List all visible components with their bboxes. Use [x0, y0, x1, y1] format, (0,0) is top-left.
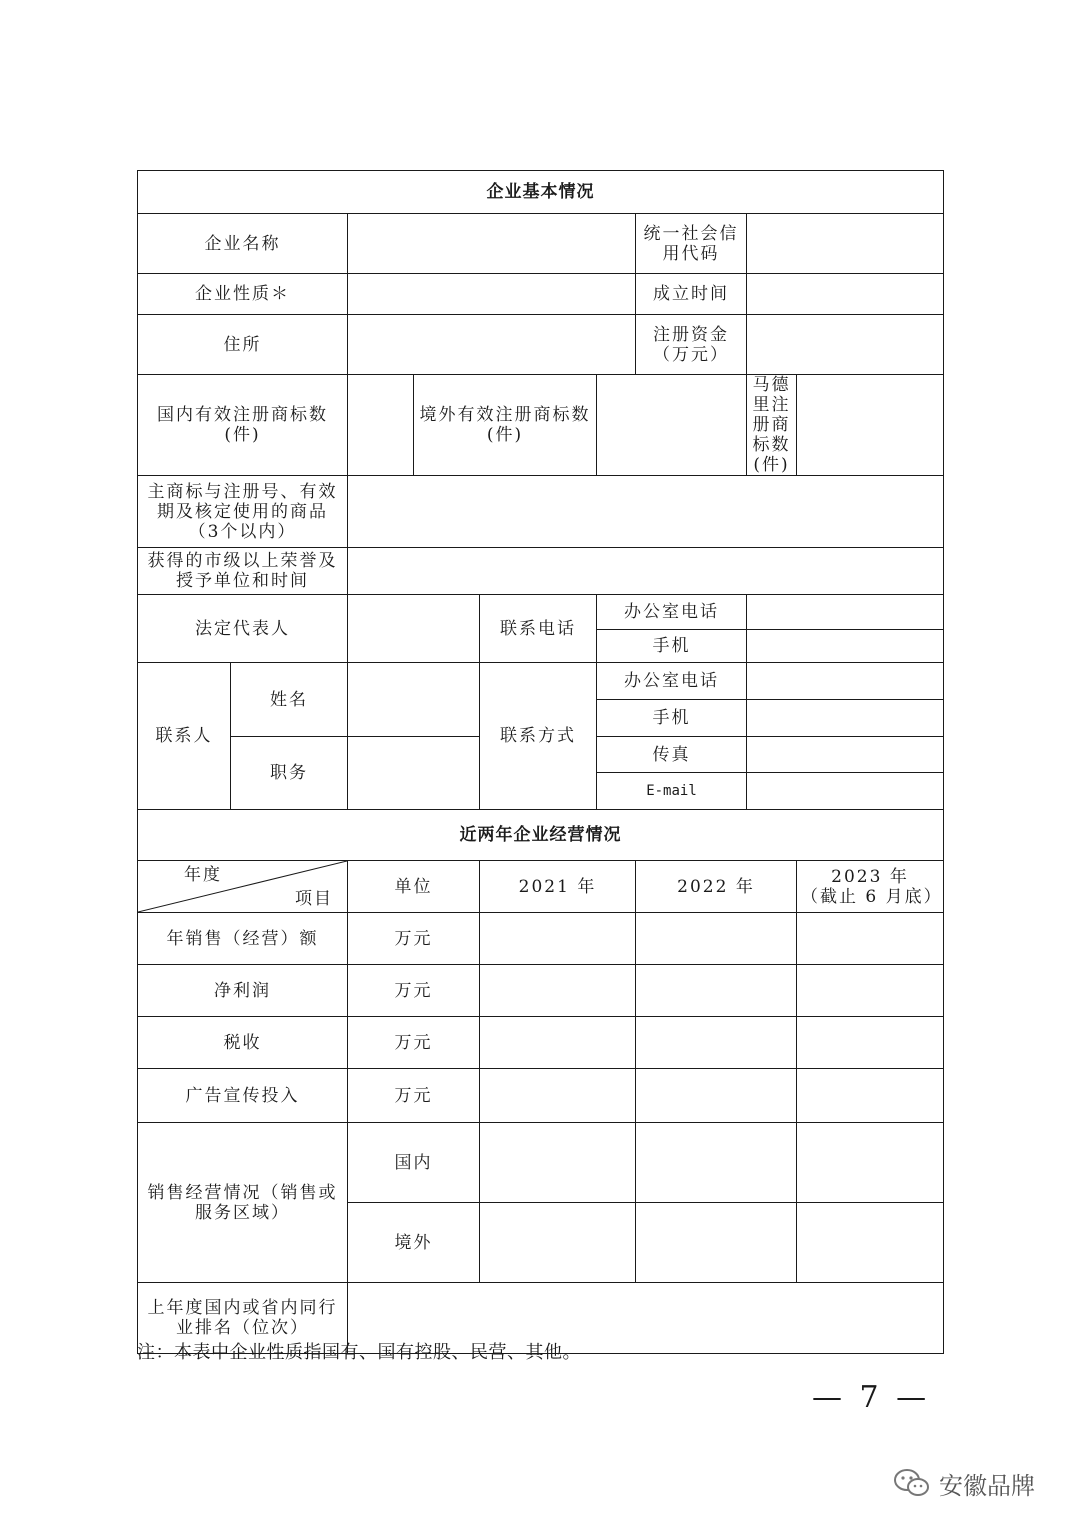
row-sales-region-label: 销售经营情况（销售或服务区域） [138, 1123, 348, 1283]
field-sales-2021[interactable] [480, 913, 636, 965]
label-madrid-tm: 马德里注册商标数(件) [747, 375, 797, 476]
field-contact-mobile[interactable] [747, 700, 944, 737]
enterprise-info-table [137, 170, 944, 1354]
row-domestic-label: 国内 [348, 1123, 480, 1203]
field-profit-2022[interactable] [636, 965, 797, 1017]
wechat-icon [893, 1467, 931, 1499]
label-credit-code: 统一社会信用代码 [636, 214, 747, 274]
section-title-operations: 近两年企业经营情况 [138, 810, 944, 861]
field-contact-fax[interactable] [747, 737, 944, 773]
header-year-label: 年度 [184, 865, 222, 885]
row-ad-unit: 万元 [348, 1069, 480, 1123]
field-legal-rep[interactable] [348, 595, 480, 663]
field-tax-2022[interactable] [636, 1017, 797, 1069]
field-contact-email[interactable] [747, 773, 944, 810]
field-ad-2023[interactable] [797, 1069, 944, 1123]
field-nature[interactable] [348, 274, 636, 315]
field-overseas-2023[interactable] [797, 1203, 944, 1283]
field-contact-office-phone[interactable] [747, 663, 944, 700]
watermark-text: 安徽品牌 [939, 1471, 1035, 1500]
header-2023 [797, 861, 944, 913]
label-foreign-tm: 境外有效注册商标数(件) [414, 375, 597, 476]
field-sales-2023[interactable] [797, 913, 944, 965]
field-ad-2022[interactable] [636, 1069, 797, 1123]
label-email: E-mail [597, 773, 747, 810]
header-item-label: 项目 [295, 889, 333, 909]
label-legal-rep: 法定代表人 [138, 595, 348, 663]
label-fax: 传真 [597, 737, 747, 773]
label-position: 职务 [231, 737, 348, 810]
header-2023-year: 2023 年 [831, 866, 909, 887]
row-ranking-label: 上年度国内或省内同行业排名（位次） [138, 1283, 348, 1354]
field-overseas-2021[interactable] [480, 1203, 636, 1283]
field-honors[interactable] [348, 548, 944, 595]
section-title-basic: 企业基本情况 [138, 171, 944, 214]
label-office-phone: 办公室电话 [597, 595, 747, 630]
header-2021: 2021 年 [480, 861, 636, 913]
label-main-trademark: 主商标与注册号、有效期及核定使用的商品（3个以内） [138, 476, 348, 548]
label-nature: 企业性质＊ [138, 274, 348, 315]
row-profit-label: 净利润 [138, 965, 348, 1017]
field-ad-2021[interactable] [480, 1069, 636, 1123]
field-contact-name[interactable] [348, 663, 480, 737]
label-contact-office-phone: 办公室电话 [597, 663, 747, 700]
label-company-name: 企业名称 [138, 214, 348, 274]
row-overseas-label: 境外 [348, 1203, 480, 1283]
field-tax-2021[interactable] [480, 1017, 636, 1069]
field-profit-2023[interactable] [797, 965, 944, 1017]
row-sales-label: 年销售（经营）额 [138, 913, 348, 965]
header-2023-note: （截止 6 月底） [801, 886, 943, 907]
row-tax-label: 税收 [138, 1017, 348, 1069]
label-honors: 获得的市级以上荣誉及授予单位和时间 [138, 548, 348, 595]
field-madrid-tm[interactable] [797, 375, 944, 476]
label-contact-mobile: 手机 [597, 700, 747, 737]
field-founded[interactable] [747, 274, 944, 315]
field-domestic-tm[interactable] [348, 375, 414, 476]
field-overseas-2022[interactable] [636, 1203, 797, 1283]
field-company-name[interactable] [348, 214, 636, 274]
field-tax-2023[interactable] [797, 1017, 944, 1069]
label-founded: 成立时间 [636, 274, 747, 315]
label-address: 住所 [138, 315, 348, 375]
header-2022: 2022 年 [636, 861, 797, 913]
field-sales-2022[interactable] [636, 913, 797, 965]
field-profit-2021[interactable] [480, 965, 636, 1017]
field-domestic-2023[interactable] [797, 1123, 944, 1203]
row-tax-unit: 万元 [348, 1017, 480, 1069]
label-capital: 注册资金（万元） [636, 315, 747, 375]
footnote: 注：本表中企业性质指国有、国有控股、民营、其他。 [137, 1342, 581, 1363]
label-mobile: 手机 [597, 630, 747, 663]
label-contact-phone: 联系电话 [480, 595, 597, 663]
label-contact-method: 联系方式 [480, 663, 597, 810]
field-capital[interactable] [747, 315, 944, 375]
field-contact-position[interactable] [348, 737, 480, 810]
field-domestic-2022[interactable] [636, 1123, 797, 1203]
row-ad-label: 广告宣传投入 [138, 1069, 348, 1123]
field-main-trademark[interactable] [348, 476, 944, 548]
field-domestic-2021[interactable] [480, 1123, 636, 1203]
row-sales-unit: 万元 [348, 913, 480, 965]
header-unit: 单位 [348, 861, 480, 913]
field-foreign-tm[interactable] [597, 375, 747, 476]
field-legal-mobile[interactable] [747, 630, 944, 663]
header-diagonal-cell [138, 861, 348, 913]
label-domestic-tm: 国内有效注册商标数(件) [138, 375, 348, 476]
page-number: — 7 — [812, 1380, 931, 1415]
row-profit-unit: 万元 [348, 965, 480, 1017]
field-credit-code[interactable] [747, 214, 944, 274]
field-address[interactable] [348, 315, 636, 375]
label-contact-person: 联系人 [138, 663, 231, 810]
field-legal-office-phone[interactable] [747, 595, 944, 630]
label-name: 姓名 [231, 663, 348, 737]
watermark [893, 1463, 1035, 1503]
